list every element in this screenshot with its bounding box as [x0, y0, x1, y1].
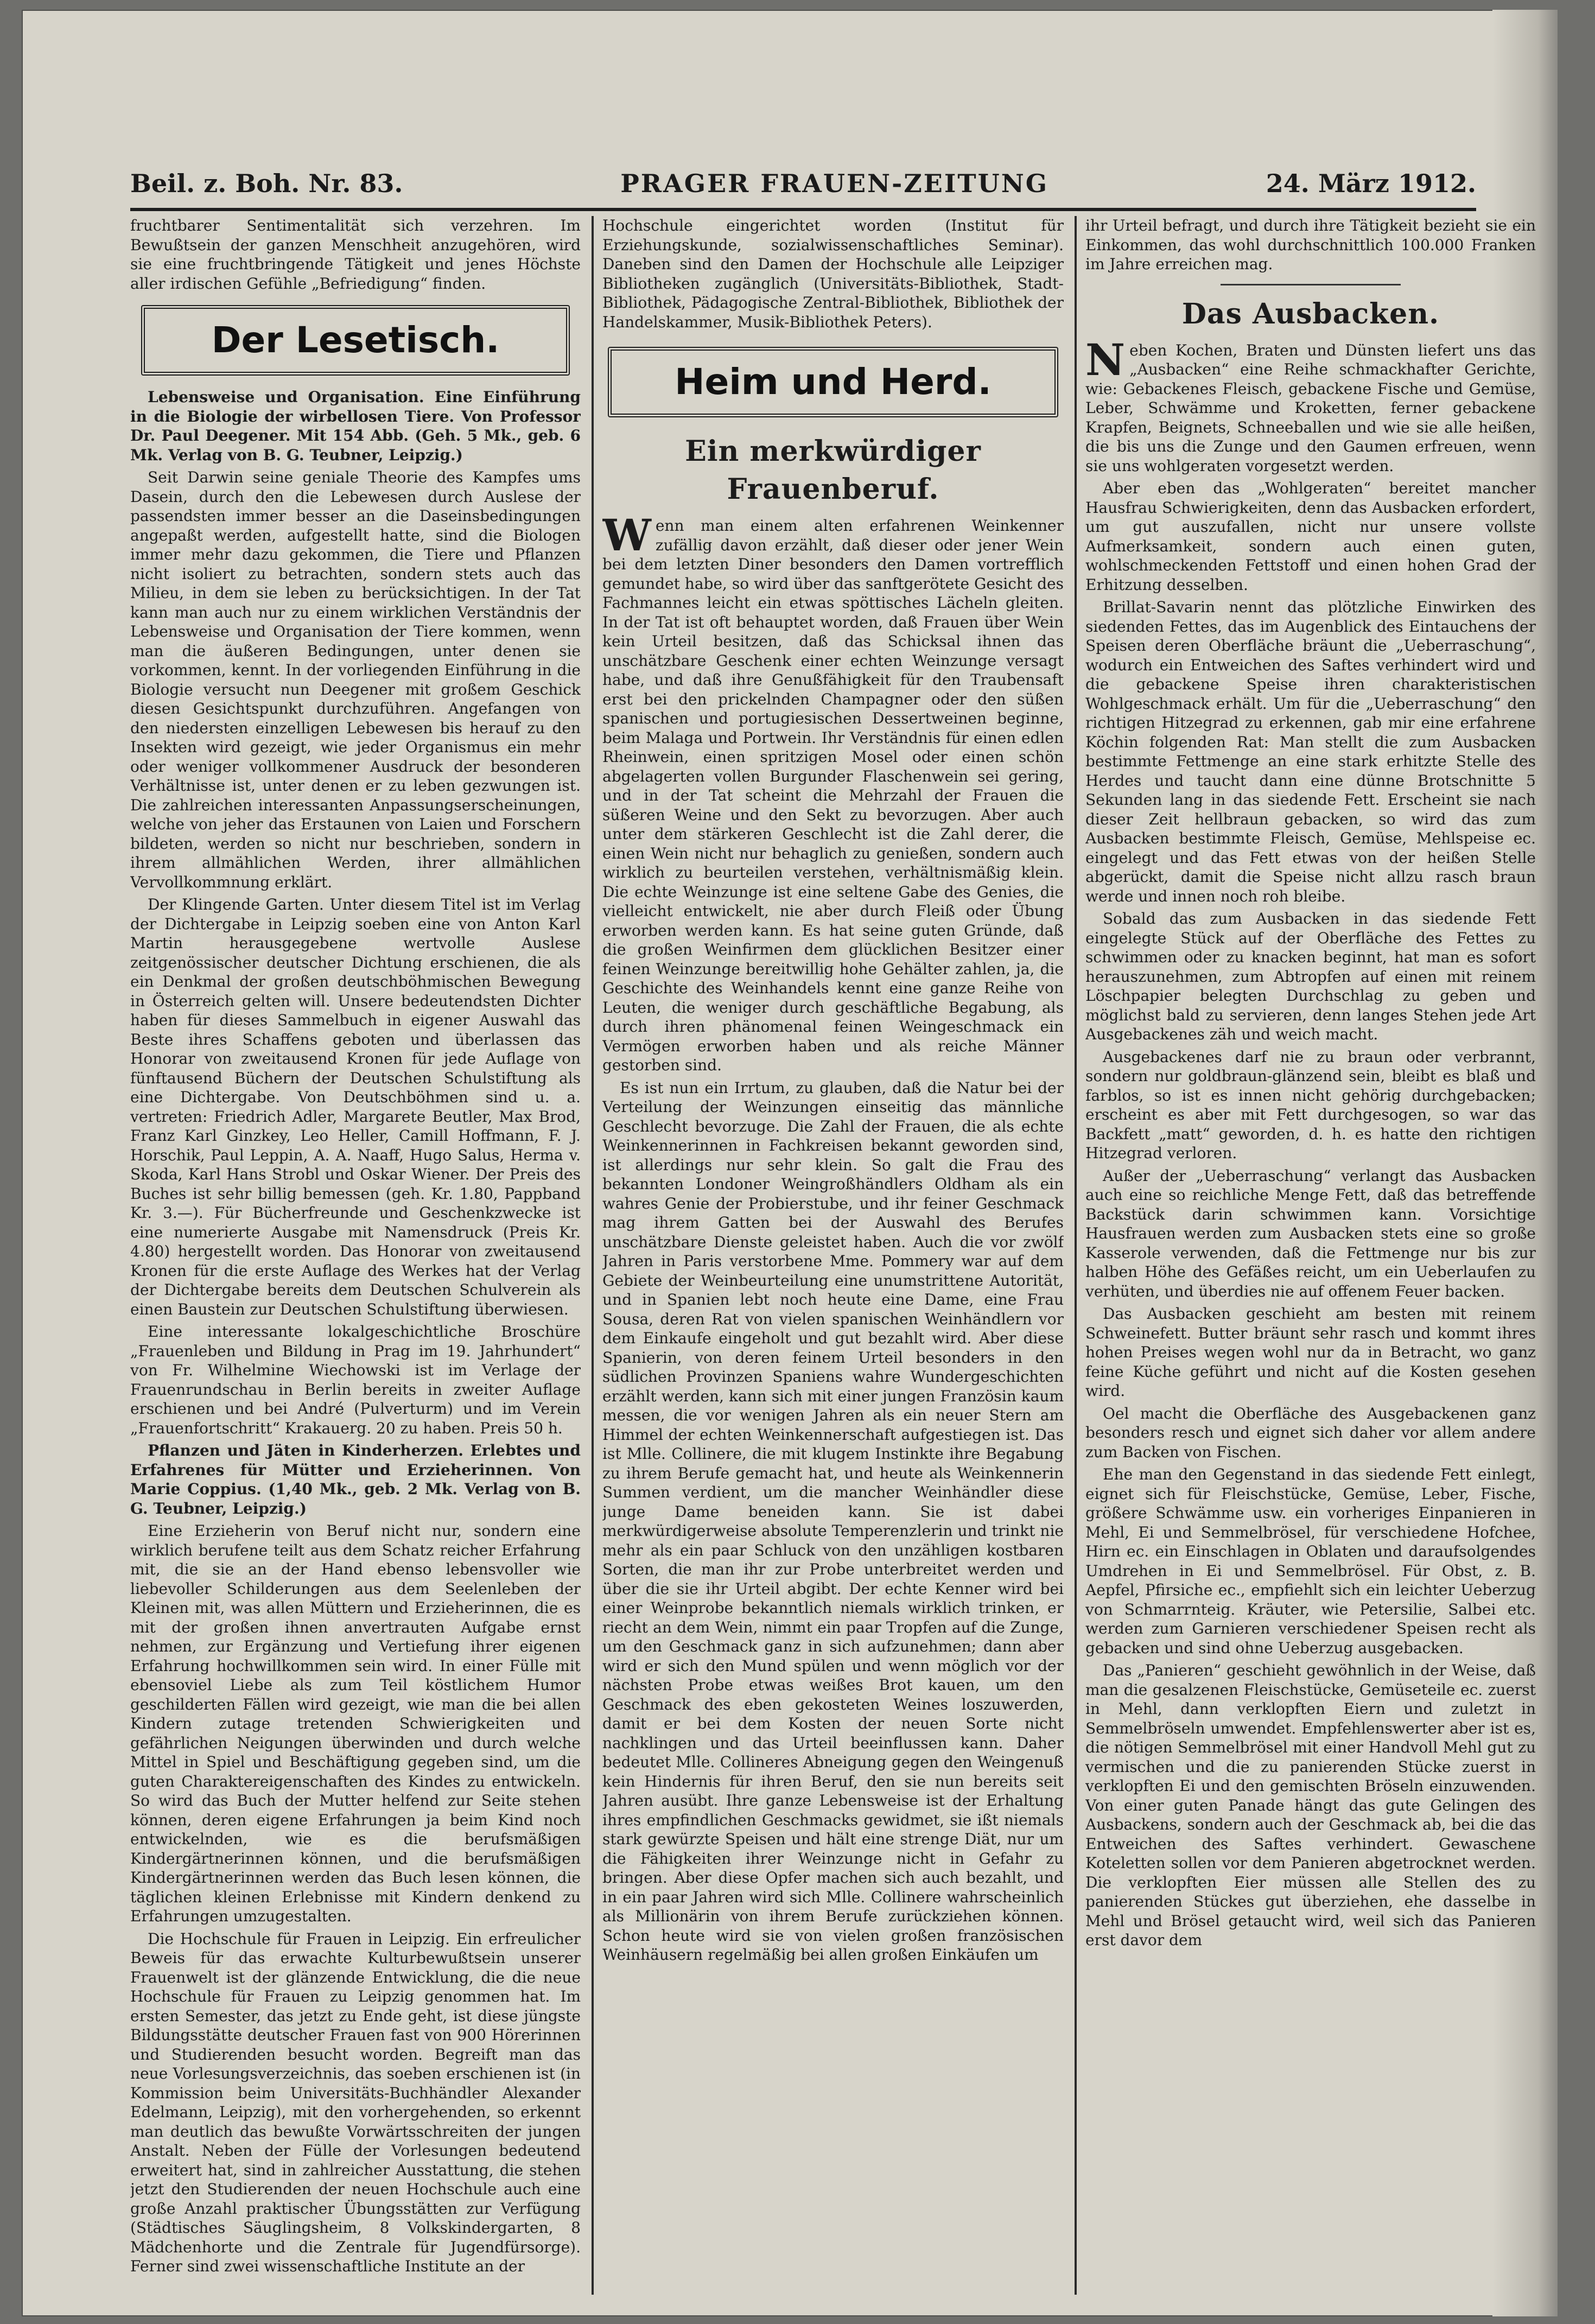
title-rule	[1221, 284, 1401, 285]
header-date: 24. März 1912.	[1266, 169, 1476, 198]
ausbacken-p3: Brillat-Savarin nennt das plötzliche Einwirken des siedenden Fettes, das im Augenblick des Eintauchens der Speisen deren Oberfläche bräunt die „Ueberraschung“, wodurch ein Entweichen des Saftes verhindert wird und die gebackene Speise ihren charakteristischen Wohlgeschmack erhält. Um für die „Ueberraschung“ den richtigen Hitzegrad zu erkennen, gab mir eine erfahrene Köchin folgenden Rat: Man stellt die zum Ausbacken bestimmte Fettmenge an eine stark erhitzte Stelle des Herdes und taucht dann eine dünne Brotschnitte 5 Sekunden lang in das siedende Fett. Erscheint sie nach dieser Zeit hellbraun gebacken, so wird das zum Ausbacken bestimmte Fleisch, Gemüse, Mehlspeise ec. eingelegt und das Fett etwas von der heißen Stelle abgerückt, damit die Speise nicht allzu rasch braun werde und innen noch roh bleibe.	[1085, 598, 1536, 905]
ausbacken-p10: Das „Panieren“ geschieht gewöhnlich in der Weise, daß man die gesalzenen Fleischstücke, Gemüseteile ec. zuerst in Mehl, dann verklopften Eiern und zuletzt in Semmelbröseln umwendet. Empfehlenswerter aber ist es, die nötigen Semmelbrösel mit einer Handvoll Mehl gut zu vermischen und die zu panierenden Stücke zuerst in verklopften Ei und den gemischten Bröseln einzuwenden. Von einer guten Panade hängt das gute Gelingen des Ausbackens, sondern auch der Geschmack ab, bei die das Entweichen des Saftes verhindert. Gewaschene Koteletten sollen vor dem Panieren abgetrocknet werden. Die verklopften Eier müssen alle Stellen des zu panierenden Stückes gut überziehen, ehe dasselbe in Mehl und Brösel getaucht wird, weil sich das Panieren erst davor dem	[1085, 1661, 1536, 1949]
ausbacken-p4: Sobald das zum Ausbacken in das siedende Fett eingelegte Stück auf der Oberfläche des Fettes zu schwimmen oder zu knacken beginnt, hat man es sofort herauszunehmen, zum Abtropfen auf einen mit reinem Löschpapier belegten Durchschlag zu geben und möglichst bald zu servieren, denn langes Stehen jede Art Ausgebackenes zäh und weich macht.	[1085, 910, 1536, 1043]
ausbacken-p9: Ehe man den Gegenstand in das siedende Fett einlegt, eignet sich für Fleischstücke, Gemüse, Leber, Fische, größere Schwämme usw. ein vorheriges Einpanieren in Mehl, Ei und Semmelbrösel, für verschiedene Hofchee, Hirn ec. ein Einschlagen in Oblaten und daraufsolgendes Umdrehen in Ei und Semmelbrösel. Für Obst, z. B. Aepfel, Pfirsiche ec., empfiehlt sich ein leichter Ueberzug von Schmarrnteig. Kräuter, wie Petersilie, Salbei etc. werden zum Garnieren verschiedener Speisen recht als gebacken und sind ohne Ueberzug ausgebacken.	[1085, 1465, 1536, 1657]
column-3	[1085, 216, 1536, 2295]
ausbacken-p8: Oel macht die Oberfläche des Ausgebackenen ganz besonders resch und eignet sich daher vor allem andere zum Backen von Fischen.	[1085, 1404, 1536, 1461]
review-2: Der Klingende Garten. Unter diesem Titel ist im Verlag der Dichtergabe in Leipzig soeben eine von Anton Karl Martin herausgegebene wertvolle Auslese zeitgenössischer deutscher Dichtung erschienen, die als ein Denkmal der großen deutschböhmischen Bewegung in Österreich gelten will. Unsere bedeutendsten Dichter haben für dieses Sammelbuch in eigener Auswahl das Beste ihres Schaffens geboten und überlassen das Honorar von zweitausend Kronen für jede Auflage von fünftausend Büchern der Deutschen Schulstiftung als eine Dichtergabe. Von Deutschböhmen sind u. a. vertreten: Friedrich Adler, Margarete Beutler, Max Brod, Franz Karl Ginzkey, Leo Heller, Camill Hoffmann, F. J. Horschik, Paul Leppin, A. A. Naaff, Hugo Salus, Herma v. Skoda, Karl Hans Strobl und Oskar Wiener. Der Preis des Buches ist sehr billig bemessen (geh. Kr. 1.80, Pappband Kr. 3.—). Für Bücherfreunde und Geschenkzwecke ist eine numerierte Ausgabe mit Namensdruck (Preis Kr. 4.80) hergestellt worden. Das Honorar von zweitausend Kronen für die erste Auflage des Werkes hat der Verlag der Dichtergabe bereits dem Deutschen Schulverein als einen Baustein zur Deutschen Schulstiftung überwiesen.	[130, 896, 581, 1318]
article-title-frauenberuf: Ein merkwürdiger Frauenberuf.	[685, 435, 981, 506]
ausbacken-p5: Ausgebackenes darf nie zu braun oder verbrannt, sondern nur goldbraun-glänzend sein, bleibt es blaß und farblos, so ist es innen nicht gehörig durchgebacken; erscheint es aber mit Fett durchgesogen, so war das Backfett „matt“ geworden, d. h. es hatte den richtigen Hitzegrad verloren.	[1085, 1047, 1536, 1162]
ausbacken-p2: Aber eben das „Wohlgeraten“ bereitet mancher Hausfrau Schwierigkeiten, denn das Ausbacken erfordert, um gut auszufallen, nicht nur unsere vollste Aufmerksamkeit, sondern auch einen guten, wohlschmeckenden Fettstoff und einen hohen Grad der Erhitzung desselben.	[1085, 479, 1536, 594]
ausbacken-p6: Außer der „Ueberraschung“ verlangt das Ausbacken auch eine so reichliche Menge Fett, daß das betreffende Backstück darin schwimmen kann. Vorsichtige Hausfrauen werden zum Ausbacken stets eine so große Kasserole verwenden, daß die Fettmenge nur bis zur halben Höhe des Gefäßes reicht, um ein Ueberlaufen zu verhüten, und überdies nie auf offenem Feuer backen.	[1085, 1166, 1536, 1300]
ausbacken-p1: Neben Kochen, Braten und Dünsten liefert uns das „Ausbacken“ eine Reihe schmackhafter Gerichte, wie: Gebackenes Fleisch, gebackene Fische und Gemüse, Leber, Schwämme und Kroketten, ferner gebackene Krapfen, Beignets, Schneeballen und wie sie alle heißen, die bis uns die Zunge und den Gaumen erfreuen, wenn sie uns wohlgeraten vorgesetzt werden.	[1085, 334, 1536, 475]
page-header	[130, 162, 1476, 205]
article-frauenberuf-p1: Wenn man einem alten erfahrenen Weinkenner zufällig davon erzählt, daß dieser oder jener Wein bei dem letzten Diner besonders den Damen vortrefflich gemundet habe, so wird über das sanftgerötete Gesicht des Fachmannes leicht ein etwas spöttisches Lächeln gleiten. In der Tat ist oft behauptet worden, daß Frauen über Wein kein Urteil besitzen, daß das Schicksal ihnen das unschätzbare Geschenk einer echten Weinzunge versagt habe, und daß ihre Genußfähigkeit für den Traubensaft erst bei den prickelnden Champagner oder den süßen spanischen und portugiesischen Dessertweinen beginne, beim Malaga und Portwein. Ihr Verständnis für einen edlen Rheinwein, einen spritzigen Mosel oder einen schön abgelagerten vollen Burgunder Flaschenwein sei gering, und in der Tat scheint die Mehrzahl der Frauen die süßeren Weine und den Sekt zu bevorzugen. Aber auch unter dem stärkeren Geschlecht ist die Zahl derer, die einen Wein nicht nur behaglich zu genießen, sondern auch wirklich zu beurteilen verstehen, verhältnismäßig klein. Die echte Weinzunge ist eine seltene Gabe des Genies, die vielleicht entwickelt, nie aber durch Fleiß oder Übung erworben werden kann. Es hat seine guten Gründe, daß die großen Weinfirmen dem glücklichen Besitzer einer feinen Weinzunge bereitwillig hohe Gehälter zahlen, ja, die Geschichte des Weinhandels kennt eine ganze Reihe von Leuten, die weniger durch geschäftliche Begabung, als durch ihren phänomenal feinen Weingeschmack ein Vermögen erworben haben und als reiche Männer gestorben sind.	[602, 510, 1064, 1074]
col1-intro: fruchtbarer Sentimentalität sich verzehren. Im Bewußtsein der ganzen Menschheit anzugehören, wird sie eine fruchtbringende Tätigkeit und jenes Höchste aller irdischen Gefühle „Befriedigung“ finden.	[130, 217, 581, 293]
header-rule	[130, 208, 1476, 211]
column-divider-1	[592, 216, 594, 2295]
newspaper-page	[22, 10, 1558, 2316]
review-4-body: Eine Erzieherin von Beruf nicht nur, sondern eine wirklich berufene teilt aus dem Schatz reicher Erfahrung mit, die sie an der Hand ebenso lebensvoller wie liebevoller Schilderungen aus dem Seelenleben der Kleinen mit, was allen Müttern und Erzieherinnen, die es mit der großen ihnen anvertrauten Aufgabe ernst nehmen, zur Ergänzung und Vertiefung ihrer eigenen Erfahrung hochwillkommen sein wird. In einer Fülle mit ebensoviel Liebe als zum Teil köstlichem Humor geschilderten Fällen wird gezeigt, wie man die bei allen Kindern zutage tretenden Schwierigkeiten und gefährlichen Neigungen überwinden und durch welche Mittel in Spiel und Beschäftigung gegeben sind, um die guten Charaktereigenschaften des Kindes zu entwickeln. So wird das Buch der Mutter helfend zur Seite stehen können, deren eigene Erfahrungen ja beim Kind noch entwickelnden, wie es die berufsmäßigen Kindergärtnerinnen können, und die berufsmäßigen Kindergärtnerinnen werden das Buch lesen können, die täglichen kleinen Erlebnisse mit Kindern denkend zu Erfahrungen umzugestalten.	[130, 1522, 581, 1925]
section-title-heim-und-herd: Heim und Herd.	[608, 347, 1058, 417]
column-divider-2	[1075, 216, 1077, 2295]
review-1-heading: Lebensweise und Organisation. Eine Einführung in die Biologie der wirbellosen Tiere. Von Professor Dr. Paul Deegener. Mit 154 Abb. (Geh. 5 Mk., geb. 6 Mk. Verlag von B. G. Teubner, Leipzig.)	[130, 388, 581, 464]
review-3: Eine interessante lokalgeschichtliche Broschüre „Frauenleben und Bildung in Prag im 19. Jahrhundert“ von Fr. Wilhelmine Wiechowski ist im Verlage der Frauenrundschau in Berlin bereits in zweiter Auflage erschienen und bei André (Pulverturm) und im Verein „Frauenfortschritt“ Krakauerg. 20 zu haben. Preis 50 h.	[130, 1323, 581, 1437]
ausbacken-p7: Das Ausbacken geschieht am besten mit reinem Schweinefett. Butter bräunt sehr rasch und kommt ihres hohen Preises wegen wohl nur da in Betracht, wo ganz feine Küche geführt und nicht auf die Kosten gesehen wird.	[1085, 1305, 1536, 1400]
review-1-body: Seit Darwin seine geniale Theorie des Kampfes ums Dasein, durch den die Lebewesen durch Auslese der passendsten immer besser an die Daseinsbedingungen angepaßt werden, aufgestellt hatte, sind die Biologen immer mehr dazu gekommen, die Tiere und Pflanzen nicht isoliert zu betrachten, sondern stets auch das Milieu, in dem sie leben zu berücksichtigen. In der Tat kann man auch nur zu einem wirklichen Verständnis der Lebensweise und Organisation der Tiere kommen, wenn man die äußeren Bedingungen, unter denen sie vorkommen, kennt. In der vorliegenden Einführung in die Biologie versucht nun Deegener mit großem Geschick diesen Gesichtspunkt durchzuführen. Angefangen von den niedersten einzelligen Lebewesen bis herauf zu den Insekten wird gezeigt, wie jeder Organismus ein mehr oder weniger vollkommener Ausdruck der besonderen Verhältnisse ist, unter denen er zu leben gezwungen ist. Die zahlreichen interessanten Anpassungserscheinungen, welche von jeher das Erstaunen von Laien und Forschern bildeten, werden so nicht nur beschrieben, sondern in ihrem allmählichen Werden, ihrer allmählichen Vervollkommnung erklärt.	[130, 468, 581, 891]
article-title-ausbacken: Das Ausbacken.	[1181, 297, 1440, 331]
section-title-lesetisch: Der Lesetisch.	[141, 305, 570, 376]
article-frauenberuf-p2: Es ist nun ein Irrtum, zu glauben, daß die Natur bei der Verteilung der Weinzungen einseitig das männliche Geschlecht bevorzuge. Die Zahl der Frauen, die als echte Weinkennerinnen in Fachkreisen bekannt geworden sind, ist allerdings nur sehr klein. So galt die Frau des bekannten Londoner Weingroßhändlers Oldham als ein wahres Genie der Probierstube, und ihr feiner Geschmack mag ihrem Gatten bei der Auswahl des Berufes unschätzbare Dienste geleistet haben. Auch die vor zwölf Jahren in Paris verstorbene Mme. Pommery war auf dem Gebiete der Weinbeurteilung eine unumstrittene Autorität, und in Spanien lebt noch heute eine Dame, eine Frau Sousa, deren Rat von vielen spanischen Weinhändlern vor dem Einkaufe eingeholt und gut bezahlt wird. Aber diese Spanierin, von deren feinem Urteil besonders in den südlichen Provinzen Spaniens wahre Wundergeschichten erzählt werden, kann sich mit einer jungen Französin kaum messen, die vor wenigen Jahren als ein neuer Stern am Himmel der echten Weinkennerschaft aufgestiegen ist. Das ist Mlle. Collinere, die mit klugem Instinkte ihre Begabung zu ihrem Berufe gemacht hat, und heute als Weinkennerin Summen verdient, um die mancher Weinhändler diese junge Dame beneiden kann. Sie ist dabei merkwürdigerweise absolute Temperenzlerin und trinkt nie mehr als ein paar Schluck von den unzähligen kostbaren Sorten, die man ihr zur Probe unterbreitet werden und über die sie ihr Urteil abgibt. Der echte Kenner wird bei einer Weinprobe bekanntlich niemals wirklich trinken, er riecht an dem Wein, nimmt ein paar Tropfen auf die Zunge, um den Geschmack ganz in sich aufzunehmen; dann aber wird er sich den Mund spülen und wenn möglich vor der nächsten Probe etwas weißes Brot kauen, um den Geschmack des eben gekosteten Weines loszuwerden, damit er bei dem Kosten der neuen Sorte nicht nachklingen und das Urteil beeinflussen kann. Daher bedeutet Mlle. Collineres Abneigung gegen den Weingenuß kein Hindernis für ihren Beruf, den sie nun bereits seit Jahren ausübt. Ihre ganze Lebensweise ist der Erhaltung ihres empfindlichen Geschmacks gewidmet, sie ißt niemals stark gewürzte Speisen und hält eine strenge Diät, nur um die Fähigkeiten ihrer Weinzunge nicht in Gefahr zu bringen. Aber diese Opfer machen sich auch bezahlt, und in ein paar Jahren wird sich Mlle. Collinere wahrscheinlich als Millionärin von ihrem Berufe zurückziehen können. Schon heute wird sie von vielen großen französischen Weinhäusern regelmäßig bei allen großen Einkäufen um	[602, 1078, 1064, 1964]
column-2	[602, 216, 1064, 2295]
col2-intro: Hochschule eingerichtet worden (Institut für Erziehungskunde, sozialwissenschaftliches Seminar). Daneben sind den Damen der Hochschule alle Leipziger Bibliotheken zugänglich (Universitäts-Bibliothek, Stadt-Bibliothek, Pädagogische Zentral-Bibliothek, Bibliothek der Handelskammer, Musik-Bibliothek Peters).	[602, 217, 1064, 331]
column-1	[130, 216, 581, 2295]
header-masthead: PRAGER FRAUEN-ZEITUNG	[620, 169, 1049, 198]
review-4-heading: Pflanzen und Jäten in Kinderherzen. Erlebtes und Erfahrenes für Mütter und Erzieherinnen. Von Marie Coppius. (1,40 Mk., geb. 2 Mk. Verlag von B. G. Teubner, Leipzig.)	[130, 1442, 581, 1517]
review-5: Die Hochschule für Frauen in Leipzig. Ein erfreulicher Beweis für das erwachte Kulturbewußtsein unserer Frauenwelt ist der glänzende Entwicklung, die die neue Hochschule für Frauen zu Leipzig genommen hat. Im ersten Semester, das jetzt zu Ende geht, ist diese jüngste Bildungsstätte deutscher Frauen fast von 900 Hörerinnen und Studierenden besucht worden. Begreift man das neue Vorlesungsverzeichnis, das soeben erschienen ist (in Kommission beim Universitäts-Buchhändler Alexander Edelmann, Leipzig), mit den vorhergehenden, so erkennt man deutlich das bewußte Vorwärtsschreiten der jungen Anstalt. Neben der Fülle der Vorlesungen bedeutend erweitert hat, sind in zahlreicher Ausstattung, die stehen jetzt den Studierenden der neuen Hochschule auch eine große Anzahl praktischer Übungsstätten zur Verfügung (Städtisches Säuglingsheim, 8 Volkskindergarten, 8 Mädchenhorte und die Zentrale für Jugendfürsorge). Ferner sind zwei wissenschaftliche Institute an der	[130, 1929, 581, 2275]
header-issue: Beil. z. Boh. Nr. 83.	[130, 169, 403, 198]
col3-intro: ihr Urteil befragt, und durch ihre Tätigkeit bezieht sie ein Einkommen, das wohl durchschnittlich 100.000 Franken im Jahre erreichen mag.	[1085, 217, 1536, 273]
